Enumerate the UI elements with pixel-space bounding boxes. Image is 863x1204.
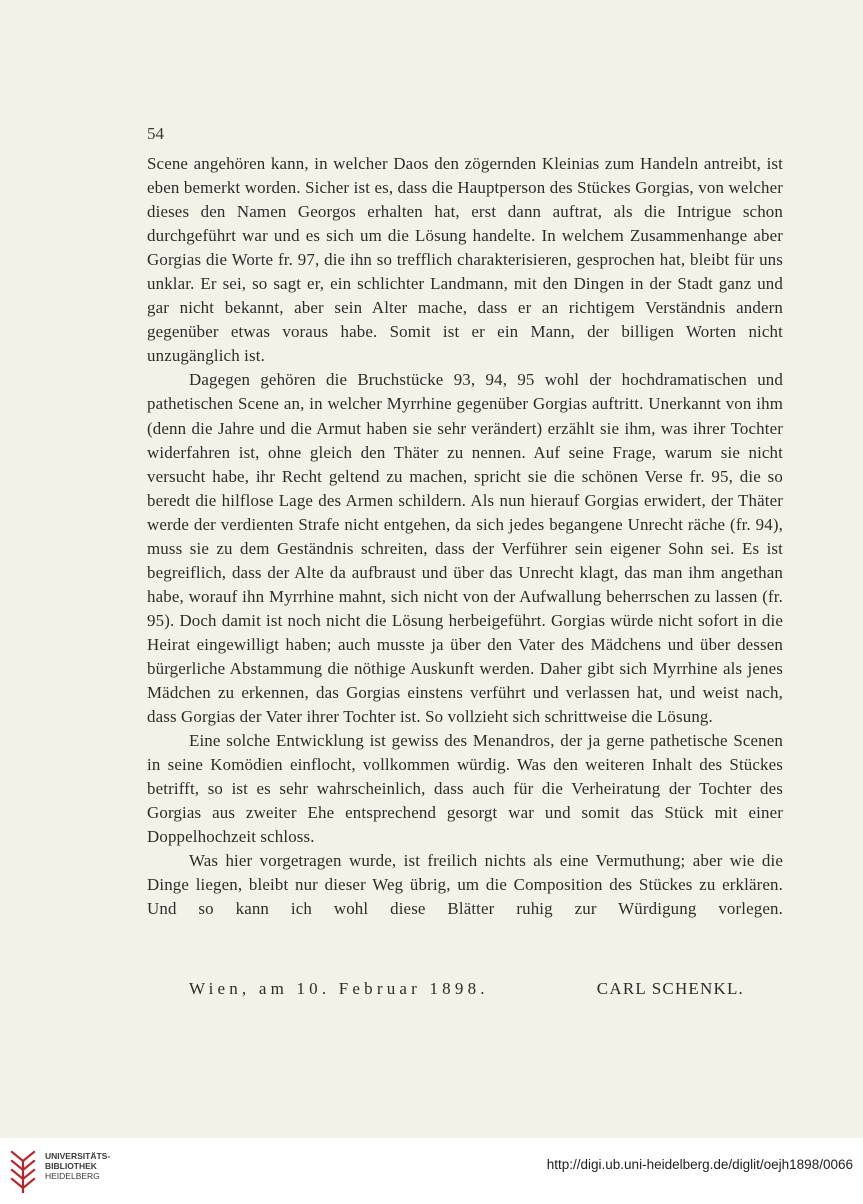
- library-logo-icon: [8, 1148, 38, 1194]
- library-name-line: BIBLIOTHEK: [45, 1161, 97, 1171]
- library-name: [45, 1151, 110, 1181]
- place-date: Wien, am 10. Februar 1898.: [189, 979, 489, 998]
- author-name: CARL SCHENKL.: [596, 979, 744, 998]
- paragraph: Was hier vorgetragen wurde, ist freilich nichts als eine Vermuthung; aber wie die Dinge liegen, bleibt nur dieser Weg übrig, um die Composition des Stückes zu erklären. Und so kann ich wohl diese Blätter ruhig zur Würdigung vorlegen.: [147, 851, 783, 919]
- footer-bar: [0, 1138, 863, 1204]
- library-name-line: HEIDELBERG: [45, 1171, 100, 1181]
- body-text: [147, 152, 783, 922]
- paragraph: Scene angehören kann, in welcher Daos den zögernden Kleinias zum Handeln antreibt, ist eben bemerkt worden. Sicher ist es, dass die Hauptperson des Stückes Gorgias, von welcher dieses den Namen Georgos erhalten hat, erst dann auftrat, als die Intrigue schon durchgeführt war und es sich um die Lösung handelte. In welchem Zusammenhange aber Gorgias die Worte fr. 97, die ihn so trefflich charakterisieren, gesprochen hat, bleibt für uns unklar. Er sei, so sagt er, ein schlichter Landmann, mit den Dingen in der Stadt ganz und gar nicht bekannt, aber sein Alter mache, dass er an richtigem Verständnis andern gegenüber etwas voraus habe. Somit ist er ein Mann, der billigen Worten nicht unzugänglich ist.: [147, 154, 783, 366]
- signature-line: [189, 979, 744, 999]
- paragraph: Eine solche Entwicklung ist gewiss des Menandros, der ja gerne pathetische Scenen in seine Komödien einflocht, vollkommen würdig. Was den weiteren Inhalt des Stückes betrifft, so ist es sehr wahrscheinlich, dass auch für die Verheiratung der Tochter des Gorgias aus zweiter Ehe entsprechend gesorgt war und somit das Stück mit einer Doppelhochzeit schloss.: [147, 731, 783, 847]
- page-number: 54: [147, 124, 164, 143]
- paragraph: Dagegen gehören die Bruchstücke 93, 94, 95 wohl der hochdramatischen und pathetischen Scene an, in welcher Myrrhine gegenüber Gorgias auftritt. Unerkannt von ihm (denn die Jahre und die Armut haben sie sehr verändert) erzählt sie ihm, was ihrer Tochter widerfahren ist, ohne gleich den Thäter zu nennen. Auf seine Frage, warum sie nicht versucht habe, ihr Recht geltend zu machen, spricht sie die schönen Verse fr. 95, die so beredt die hilflose Lage des Armen schildern. Als nun hierauf Gorgias erwidert, der Thäter werde der verdienten Strafe nicht entgehen, da sich jedes begangene Unrecht räche (fr. 94), muss sie zu dem Geständnis schreiten, dass der Verführer sein eigener Sohn sei. Es ist begreiflich, dass der Alte da aufbraust und über das Unrecht klagt, das man ihm angethan habe, worauf ihn Myrrhine mahnt, sich nicht von der Aufwallung beherrschen zu lassen (fr. 95). Doch damit ist noch nicht die Lösung herbeigeführt. Gorgias würde nicht sofort in die Heirat eingewilligt haben; auch musste ja über den Vater des Mädchens und über dessen bürgerliche Abstammung die nöthige Auskunft werden. Daher gibt sich Myrrhine als jenes Mädchen zu erkennen, das Gorgias einstens verführt und verlassen hat, und weist nach, dass Gorgias der Vater ihrer Tochter ist. So vollzieht sich schrittweise die Lösung.: [147, 370, 783, 727]
- library-name-line: UNIVERSITÄTS-: [45, 1151, 111, 1161]
- source-url-link[interactable]: http://digi.ub.uni-heidelberg.de/diglit/oejh1898/0066: [546, 1157, 853, 1172]
